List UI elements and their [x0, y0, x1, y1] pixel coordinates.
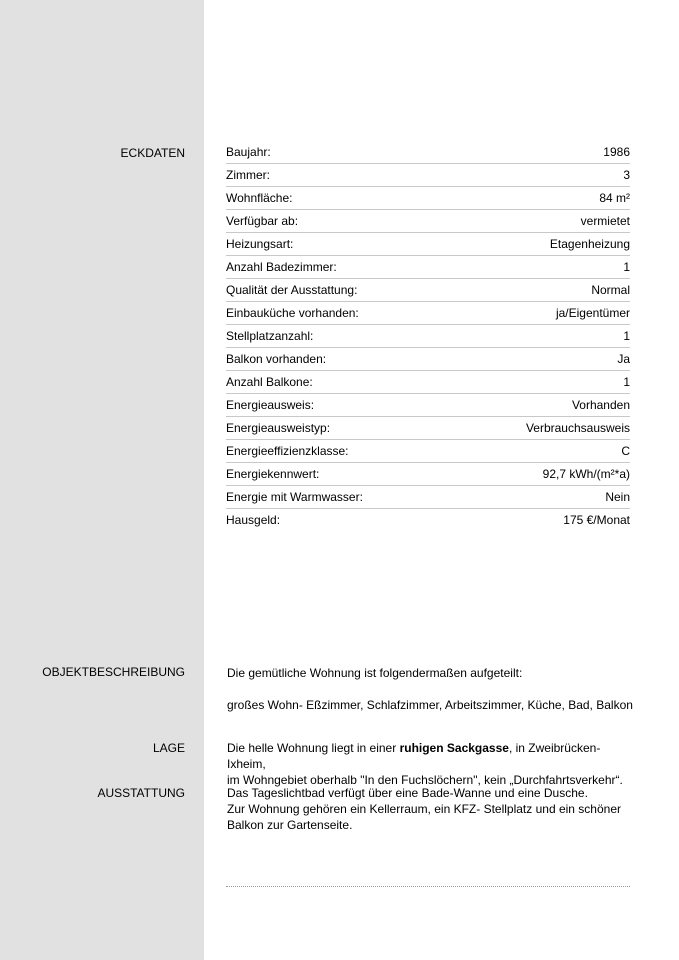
eckdaten-value: 1 [623, 260, 630, 274]
eckdaten-value: 1 [623, 329, 630, 343]
eckdaten-value: Etagenheizung [549, 237, 630, 251]
eckdaten-row [226, 509, 630, 531]
eckdaten-label: Heizungsart: [226, 237, 294, 251]
eckdaten-label: Anzahl Balkone: [226, 375, 313, 389]
eckdaten-value: 84 m² [599, 191, 630, 205]
eckdaten-row [226, 394, 630, 417]
eckdaten-row [226, 187, 630, 210]
eckdaten-row [226, 348, 630, 371]
eckdaten-value: ja/Eigentümer [555, 306, 630, 320]
eckdaten-row [226, 463, 630, 486]
eckdaten-value: Normal [591, 283, 630, 297]
eckdaten-label: Energieeffizienzklasse: [226, 444, 349, 458]
section-label-ausstattung: AUSSTATTUNG [97, 786, 185, 800]
eckdaten-value: C [621, 444, 630, 458]
section-label-lage: LAGE [152, 741, 185, 755]
eckdaten-value: 1 [623, 375, 630, 389]
eckdaten-value: 1986 [603, 145, 630, 159]
objektbeschreibung-rooms: großes Wohn- Eßzimmer, Schlafzimmer, Arbeitszimmer, Küche, Bad, Balkon [227, 698, 633, 712]
eckdaten-row [226, 440, 630, 463]
eckdaten-label: Qualität der Ausstattung: [226, 283, 358, 297]
ausstattung-line-3: Balkon zur Gartenseite. [227, 818, 353, 832]
eckdaten-value: Nein [605, 490, 630, 504]
eckdaten-row [226, 279, 630, 302]
eckdaten-value: vermietet [580, 214, 630, 228]
ausstattung-line-2: Zur Wohnung gehören ein Kellerraum, ein KFZ- Stellplatz und ein schöner [227, 802, 621, 816]
eckdaten-label: Energie mit Warmwasser: [226, 490, 363, 504]
lage-highlight: ruhigen Sackgasse [399, 741, 509, 755]
eckdaten-value: 3 [623, 168, 630, 182]
eckdaten-label: Einbauküche vorhanden: [226, 306, 359, 320]
eckdaten-label: Wohnfläche: [226, 191, 293, 205]
eckdaten-label: Energieausweis: [226, 398, 315, 412]
eckdaten-label: Balkon vorhanden: [226, 352, 327, 366]
eckdaten-value: 92,7 kWh/(m²*a) [542, 467, 630, 481]
eckdaten-row [226, 417, 630, 440]
eckdaten-row [226, 325, 630, 348]
eckdaten-label: Stellplatzanzahl: [226, 329, 314, 343]
eckdaten-row [226, 210, 630, 233]
dotted-divider [226, 886, 630, 887]
eckdaten-row [226, 164, 630, 187]
eckdaten-label: Anzahl Badezimmer: [226, 260, 337, 274]
eckdaten-label: Zimmer: [226, 168, 270, 182]
eckdaten-label: Hausgeld: [226, 513, 281, 527]
lage-line-2: im Wohngebiet oberhalb "In den Fuchslöchern", kein „Durchfahrtsverkehr“. [227, 773, 623, 787]
eckdaten-label: Verfügbar ab: [226, 214, 299, 228]
ausstattung-line-1: Das Tageslichtbad verfügt über eine Bade-Wanne und eine Dusche. [227, 786, 588, 800]
eckdaten-label: Energieausweistyp: [226, 421, 331, 435]
eckdaten-row [226, 256, 630, 279]
lage-text [227, 740, 637, 788]
eckdaten-label: Baujahr: [226, 145, 271, 159]
eckdaten-row [226, 141, 630, 164]
eckdaten-value: Ja [617, 352, 630, 366]
eckdaten-row [226, 486, 630, 509]
eckdaten-label: Energiekennwert: [226, 467, 320, 481]
sidebar-background [0, 0, 204, 960]
objektbeschreibung-intro: Die gemütliche Wohnung ist folgendermaßen aufgeteilt: [227, 666, 523, 680]
section-label-objektbeschreibung: OBJEKTBESCHREIBUNG [42, 665, 185, 679]
eckdaten-row [226, 233, 630, 256]
objektbeschreibung-text [227, 665, 637, 713]
ausstattung-text [227, 785, 637, 833]
eckdaten-row [226, 302, 630, 325]
eckdaten-value: 175 €/Monat [563, 513, 630, 527]
eckdaten-value: Verbrauchsausweis [525, 421, 630, 435]
section-label-eckdaten: ECKDATEN [120, 146, 185, 160]
eckdaten-table [226, 141, 630, 531]
eckdaten-value: Vorhanden [571, 398, 630, 412]
lage-line-1: Die helle Wohnung liegt in einer ruhigen Sackgasse, in Zweibrücken-Ixheim, [227, 741, 601, 771]
eckdaten-row [226, 371, 630, 394]
